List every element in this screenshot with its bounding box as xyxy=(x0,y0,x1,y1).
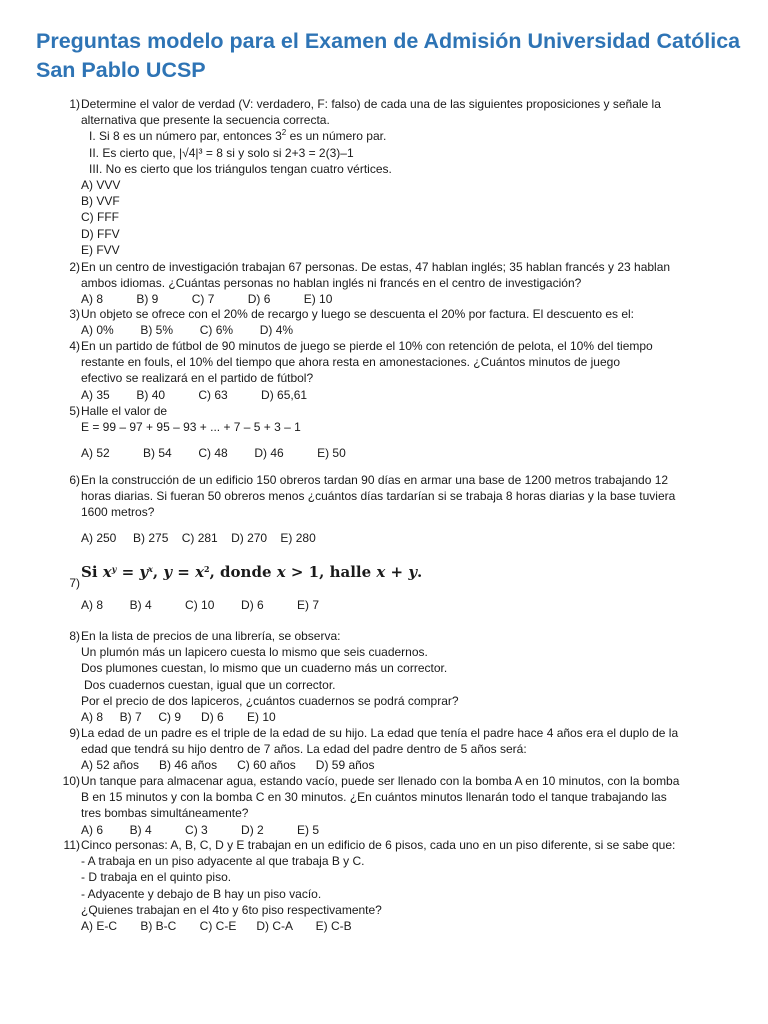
question-text: Dos cuadernos cuestan, igual que un corrector. xyxy=(84,677,336,692)
question-number: 7) xyxy=(69,576,80,590)
answer-options: A) 52 B) 54 C) 48 D) 46 E) 50 xyxy=(81,446,346,461)
answer-options: A) 35 B) 40 C) 63 D) 65,61 xyxy=(81,387,308,402)
math-statement: Si $x^y = y^x$, $y = x^2$, donde x > 1, halle x + y. xyxy=(81,563,423,581)
question-text: efectivo se realizará en el partido de fútbol? xyxy=(81,371,314,386)
question-text: La edad de un padre es el triple de la edad de su hijo. La edad que tenía el padre hace 4 años era el duplo de la xyxy=(81,726,679,740)
answer-options: A) 250 B) 275 C) 281 D) 270 E) 280 xyxy=(81,530,316,545)
question-text: 1600 metros? xyxy=(81,505,155,520)
condition: - A trabaja en un piso adyacente al que trabaja B y C. xyxy=(81,854,365,869)
proposition-3: III. No es cierto que los triángulos tengan cuatro vértices. xyxy=(89,161,392,176)
question-text: edad que tendrá su hijo dentro de 7 años. La edad del padre dentro de 5 años será: xyxy=(81,742,527,757)
question-number: 3) xyxy=(69,307,80,321)
question-text: Un objeto se ofrece con el 20% de recargo y luego se descuenta el 20% por factura. El descuento es el: xyxy=(81,307,635,321)
question-number: 11) xyxy=(63,838,80,852)
question-text: ¿Quienes trabajan en el 4to y 6to piso respectivamente? xyxy=(81,902,382,917)
answer-options: A) 8 B) 4 C) 10 D) 6 E) 7 xyxy=(81,598,320,613)
question-text: ambos idiomas. ¿Cuántas personas no hablan inglés ni francés en el centro de investigación? xyxy=(81,276,582,291)
proposition-1: I. Si 8 es un número par, entonces $3^2$ es un número par. xyxy=(89,128,387,144)
question-text: horas diarias. Si fueran 50 obreros menos ¿cuántos días tardarían si se trabaja 8 horas diarias y la base tuviera xyxy=(81,489,676,504)
answer-options: A) E-C B) B-C C) C-E D) C-A E) C-B xyxy=(81,919,352,934)
question-number: 10) xyxy=(62,774,80,788)
answer-options: A) 8 B) 9 C) 7 D) 6 E) 10 xyxy=(81,292,333,307)
condition: - D trabaja en el quinto piso. xyxy=(81,870,232,885)
option-c: C) FFF xyxy=(81,210,119,225)
question-text: Cinco personas: A, B, C, D y E trabajan en un edificio de 6 pisos, cada uno en un piso diferente, si se sabe que: xyxy=(81,838,676,852)
question-text: En la lista de precios de una librería, se observa: xyxy=(81,629,341,643)
question-number: 5) xyxy=(69,404,80,418)
question-number: 2) xyxy=(69,260,80,274)
question-number: 9) xyxy=(69,726,80,740)
expression: E = 99 – 97 + 95 – 93 + ... + 7 – 5 + 3 – 1 xyxy=(81,420,301,435)
option-a: A) VVV xyxy=(81,178,121,193)
question-text: Halle el valor de xyxy=(81,404,168,418)
question-text: Por el precio de dos lapiceros, ¿cuántos cuadernos se podrá comprar? xyxy=(81,693,459,708)
answer-options: A) 52 años B) 46 años C) 60 años D) 59 años xyxy=(81,758,375,773)
page-title: Preguntas modelo para el Examen de Admisión Universidad Católica San Pablo UCSP xyxy=(36,29,741,82)
question-text: Un tanque para almacenar agua, estando vacío, puede ser llenado con la bomba A en 10 minutos, con la bomba xyxy=(81,774,680,788)
answer-options: A) 0% B) 5% C) 6% D) 4% xyxy=(81,323,294,338)
question-text: En un centro de investigación trabajan 67 personas. De estas, 47 hablan inglés; 35 hablan francés y 23 hablan xyxy=(81,260,671,274)
question-text: En la construcción de un edificio 150 obreros tardan 90 días en armar una base de 1200 metros trabajando 12 xyxy=(81,473,669,487)
question-text: En un partido de fútbol de 90 minutos de juego se pierde el 10% con retención de pelota, el 10% del tiempo xyxy=(81,339,653,353)
question-number: 1) xyxy=(69,97,80,111)
question-text: tres bombas simultáneamente? xyxy=(81,806,249,821)
answer-options: A) 6 B) 4 C) 3 D) 2 E) 5 xyxy=(81,822,320,837)
question-text: B en 15 minutos y con la bomba C en 30 minutos. ¿En cuántos minutos llenarán todo el tanque trabajando las xyxy=(81,790,667,805)
question-number: 4) xyxy=(69,339,80,353)
question-text: Dos plumones cuestan, lo mismo que un cuaderno más un corrector. xyxy=(81,661,448,676)
option-d: D) FFV xyxy=(81,226,120,241)
condition: - Adyacente y debajo de B hay un piso vacío. xyxy=(81,886,322,901)
question-text: alternativa que presente la secuencia correcta. xyxy=(81,113,330,128)
proposition-2: II. Es cierto que, |√4|³ = 8 si y solo si 2+3 = 2(3)–1 xyxy=(89,145,354,160)
option-b: B) VVF xyxy=(81,194,120,209)
question-number: 8) xyxy=(69,629,80,643)
question-text: Un plumón más un lapicero cuesta lo mismo que seis cuadernos. xyxy=(81,645,428,660)
question-number: 6) xyxy=(69,473,80,487)
question-text: restante en fouls, el 10% del tiempo que ahora resta en amonestaciones. ¿Cuántos minutos de juego xyxy=(81,355,620,370)
option-e: E) FVV xyxy=(81,242,120,257)
question-text: Determine el valor de verdad (V: verdadero, F: falso) de cada una de las siguientes proposiciones y señale la xyxy=(81,97,661,111)
answer-options: A) 8 B) 7 C) 9 D) 6 E) 10 xyxy=(81,710,276,725)
